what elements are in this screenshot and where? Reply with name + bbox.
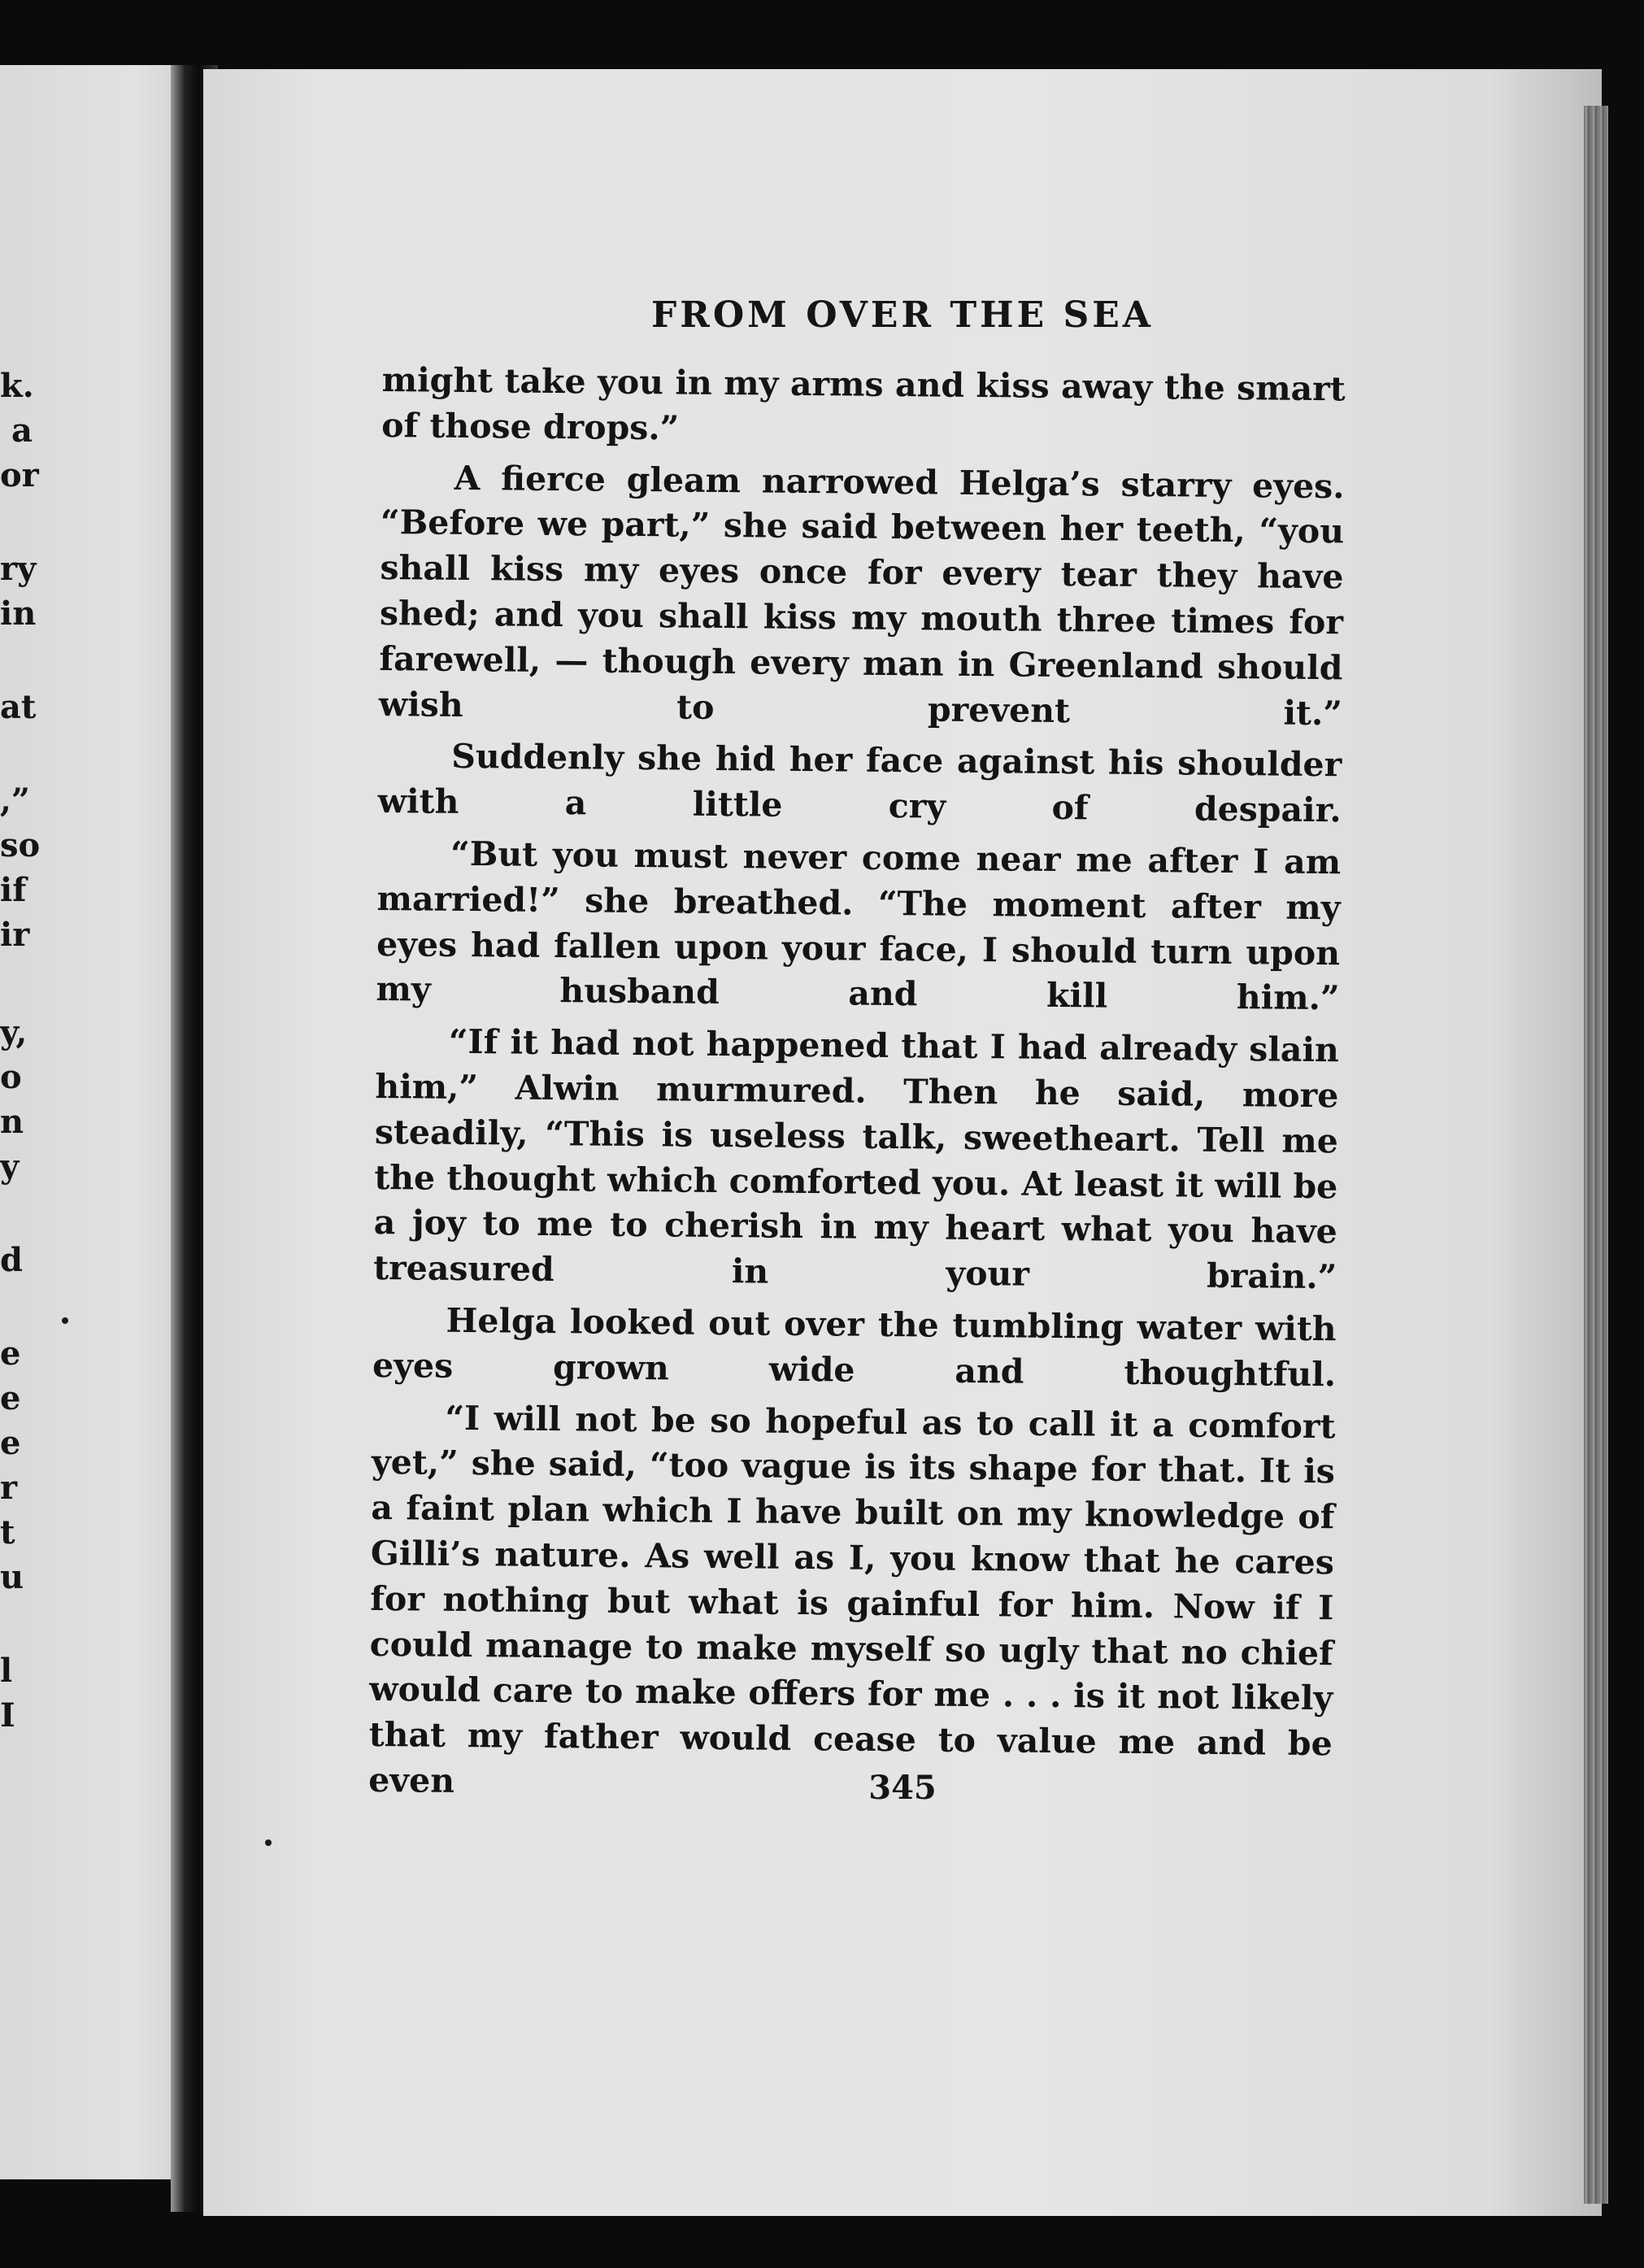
left-page-fragment: in	[0, 594, 37, 633]
left-page-fragment: d	[0, 1241, 23, 1279]
left-page-fragment: r	[0, 1469, 18, 1507]
left-facing-page	[0, 65, 195, 2179]
left-page-fragment: e	[0, 1424, 21, 1462]
left-page-fragment: if	[0, 871, 27, 909]
left-page-fragment: t	[0, 1513, 15, 1552]
left-page-fragment: a	[11, 411, 33, 450]
left-page-fragment: ir	[0, 916, 30, 954]
running-head: FROM OVER THE SEA	[651, 294, 1154, 336]
left-page-fragment: u	[0, 1558, 24, 1596]
page-body-text	[368, 358, 1346, 1813]
page-edges	[1584, 106, 1608, 2204]
scan-speck	[62, 1317, 68, 1324]
left-page-fragment: n	[0, 1103, 24, 1141]
paragraph: “I will not be so hopeful as to call it a comfort yet,” she said, “too vague is its shape for that. It is a faint plan which I have built on my knowledge of Gilli’s nature. As well as I, you know that he cares for nothing but what is gainful for him. Now if I could manage to make myself so ugly that no chief would care to make offers for me . . . is it not likely that my father would cease to value me and be even	[368, 1398, 1336, 1800]
left-page-fragment: y	[0, 1147, 20, 1186]
left-page-fragment: so	[0, 826, 41, 864]
left-page-fragment: ,”	[0, 781, 30, 820]
paragraph: might take you in my arms and kiss away the smart of those drops.”	[381, 359, 1346, 448]
left-page-fragment: y,	[0, 1013, 28, 1051]
left-page-fragment: at	[0, 688, 37, 726]
left-page-fragment: e	[0, 1334, 21, 1373]
paragraph: Helga looked out over the tumbling water with eyes grown wide and thoughtful.	[372, 1300, 1337, 1395]
left-page-fragment: or	[0, 456, 39, 494]
left-page-fragment: l	[0, 1652, 13, 1690]
paragraph: “But you must never come near me after I am married!” she breathed. “The moment after my eyes had fallen upon your face, I should turn upon my husband and kill him.”	[376, 834, 1342, 1018]
page-number: 345	[868, 1769, 937, 1807]
left-page-fragment: ry	[0, 550, 37, 588]
paragraph: A fierce gleam narrowed Helga’s starry eyes. “Before we part,” she said between her teeth, “you shall kiss my eyes once for every tear they have shed; and you shall kiss my mouth three times for farewell, — though every man in Greenland should wish to prevent it.”	[378, 458, 1345, 733]
scan-speck	[265, 1839, 272, 1846]
paragraph: Suddenly she hid her face against his shoulder with a little cry of despair.	[377, 737, 1342, 830]
left-page-fragment: k.	[0, 367, 34, 405]
left-page-fragment: o	[0, 1058, 22, 1096]
paragraph: “If it had not happened that I had already slain him,” Alwin murmured. Then he said, more steadily, “This is useless talk, sweetheart. Tell me the thought which comforted you. At least it will be a joy to me to cherish in my heart what you have treasured in your brain.”	[373, 1021, 1340, 1297]
left-page-fragment: e	[0, 1379, 21, 1417]
left-page-fragment: I	[0, 1696, 15, 1735]
